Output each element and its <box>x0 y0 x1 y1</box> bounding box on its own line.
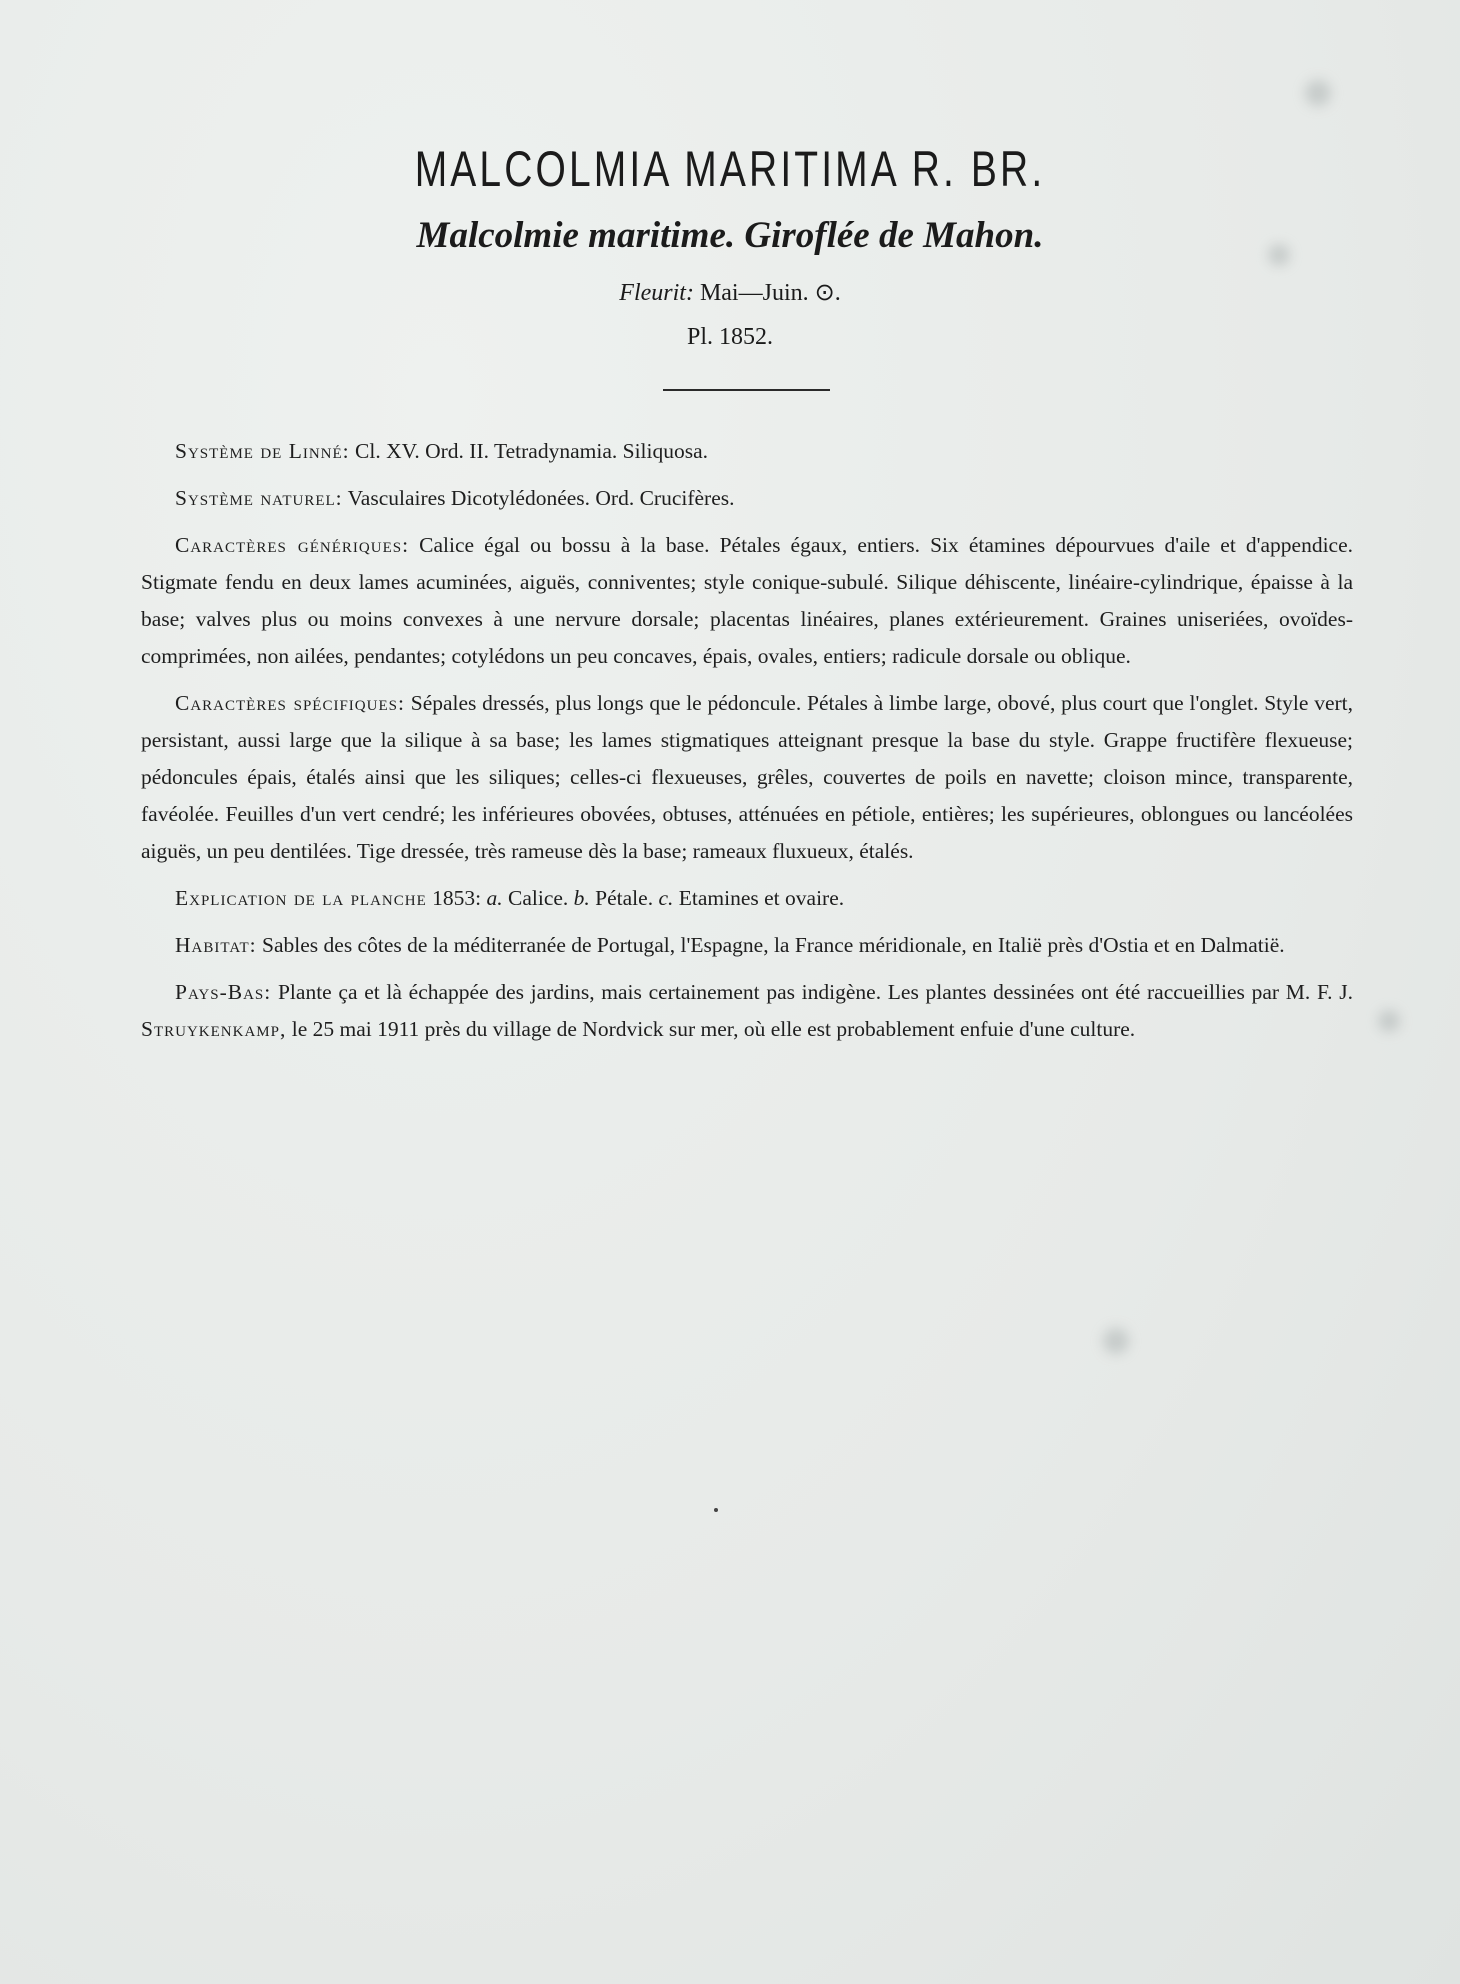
description-body <box>141 433 1353 1058</box>
label-c-text: Etamines et ovaire. <box>673 886 845 910</box>
section-text-before: Plante ça et là échappée des jardins, mais certainement pas indigène. Les plantes dessinées ont été raccueillies par M. F. J. <box>277 980 1354 1004</box>
section-linne <box>141 433 1353 470</box>
section-text: Cl. XV. Ord. II. Tetradynamia. Siliquosa. <box>355 439 709 463</box>
section-generic-characters <box>141 527 1353 675</box>
section-habitat <box>141 927 1353 964</box>
label-b-text: Pétale. <box>589 886 659 910</box>
collector-name: Struykenkamp, <box>141 1017 287 1041</box>
section-lead: Système de Linné: <box>175 439 350 463</box>
section-text: Sépales dressés, plus longs que le pédoncule. Pétales à limbe large, obové, plus court que l'onglet. Style vert, persistant, aussi large que la silique à sa base; les lames stigmatiques atteignant presque la base du style. Grappe fructifère flexueuse; pédoncules épais, étalés ainsi que les siliques; celles-ci flexueuses, grêles, couvertes de poils en navette; cloison mince, transparente, favéolée. Feuilles d'un vert cendré; les inférieures obovées, obtuses, atténuées en pétiole, entières; les supérieures, oblongues ou lancéolées aiguës, un peu dentilées. Tige dressée, très rameuse dès la base; rameaux fluxueux, étalés. <box>141 691 1353 863</box>
plate-number: Pl. 1852. <box>686 324 773 350</box>
ink-dot <box>714 1508 718 1512</box>
paper-spot <box>1103 1328 1129 1354</box>
flowering-period <box>0 278 1460 307</box>
paper-spot <box>1378 1010 1400 1032</box>
section-text-after: le 25 mai 1911 près du village de Nordvick sur mer, où elle est probablement enfuie d'une culture. <box>291 1017 1136 1041</box>
divider <box>663 389 830 391</box>
label-c: c. <box>658 886 674 910</box>
section-netherlands <box>141 974 1353 1048</box>
section-plate-explanation <box>141 880 1353 917</box>
flowering-value: Mai—Juin. ⊙. <box>699 280 841 306</box>
page-title: MALCOLMIA MARITIMA R. BR. <box>414 141 1046 197</box>
flowering-label: Fleurit: <box>619 280 694 306</box>
label-a-text: Calice. <box>502 886 574 910</box>
common-name: Malcolmie maritime. Giroflée de Mahon. <box>416 215 1044 256</box>
section-lead: Pays-Bas: <box>175 980 272 1004</box>
section-natural-system <box>141 480 1353 517</box>
label-b: b. <box>573 886 590 910</box>
section-lead: Habitat: <box>175 933 257 957</box>
section-lead: Système naturel: <box>175 486 343 510</box>
section-text: Vasculaires Dicotylédonées. Ord. Crucifères. <box>347 486 735 510</box>
section-lead: Explication de la planche <box>175 886 427 910</box>
paper-spot <box>1305 80 1331 106</box>
section-lead: Caractères spécifiques: <box>175 691 405 715</box>
section-specific-characters <box>141 685 1353 870</box>
plate-ref: 1853: <box>432 886 482 910</box>
section-text: Sables des côtes de la méditerranée de Portugal, l'Espagne, la France méridionale, en Italië près d'Ostia et en Dalmatië. <box>262 933 1285 957</box>
section-text: Calice égal ou bossu à la base. Pétales égaux, entiers. Six étamines dépourvues d'aile et d'appendice. Stigmate fendu en deux lames acuminées, aiguës, conniventes; style conique-subulé. Silique déhiscente, linéaire-cylindrique, épaisse à la base; valves plus ou moins convexes à une nervure dorsale; placentas linéaires, planes extérieurement. Graines uniseriées, ovoïdes-comprimées, non ailées, pendantes; cotylédons un peu concaves, épais, ovales, entiers; radicule dorsale ou oblique. <box>141 533 1354 668</box>
label-a: a. <box>486 886 503 910</box>
section-lead: Caractères génériques: <box>175 533 410 557</box>
